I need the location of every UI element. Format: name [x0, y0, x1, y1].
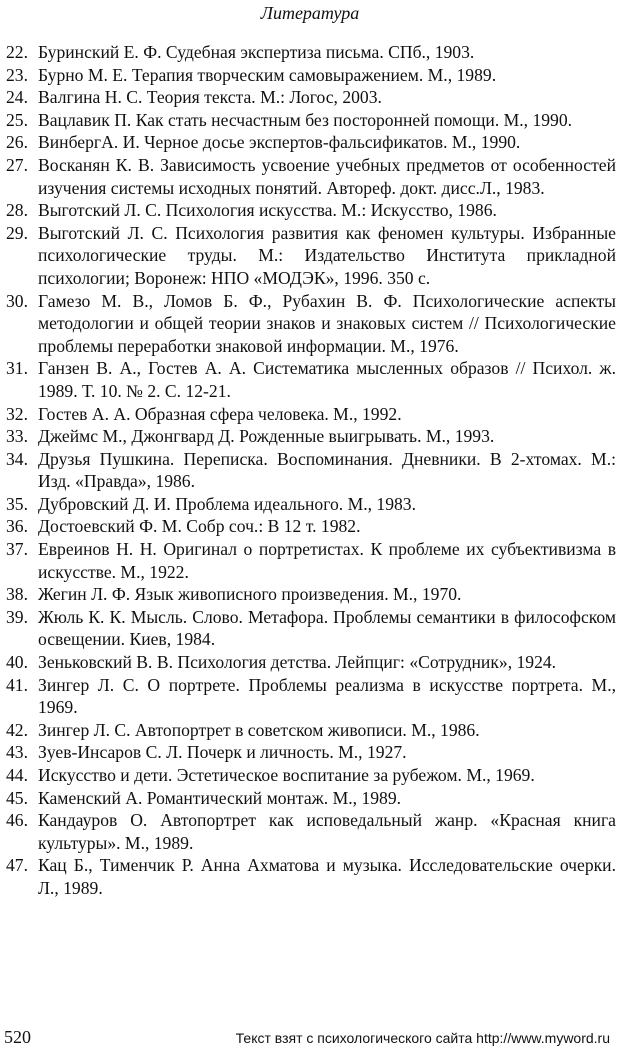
reference-number: 33.	[6, 426, 28, 447]
reference-number: 23.	[6, 64, 28, 85]
reference-number: 30.	[6, 290, 28, 311]
reference-item	[6, 515, 616, 538]
reference-text: Выготский Л. С. Психология развития как феномен культуры. Избранные психологические труды. М.: Издательство Института прикладной психологии; Воронеж: НПО «МОДЭК», 1996. 350 с.	[38, 222, 616, 288]
source-note: Текст взят с психологического сайта http://www.myword.ru	[235, 1030, 610, 1046]
reference-item	[6, 493, 616, 516]
reference-number: 37.	[6, 539, 28, 560]
reference-item	[6, 741, 616, 764]
reference-number: 25.	[6, 109, 28, 130]
reference-number: 28.	[6, 200, 28, 221]
reference-text: Кац Б., Тименчик Р. Анна Ахматова и музыка. Исследовательские очерки. Л., 1989.	[38, 855, 616, 898]
reference-text: Ганзен В. А., Гостев А. А. Систематика мысленных образов // Психол. ж. 1989. Т. 10. № 2. С. 12-21.	[38, 358, 616, 401]
reference-item	[6, 583, 616, 606]
reference-item	[6, 809, 616, 854]
reference-text: Бурно М. Е. Терапия творческим самовыражением. М., 1989.	[38, 64, 497, 85]
reference-item	[6, 448, 616, 493]
reference-list	[6, 41, 616, 900]
reference-item	[6, 425, 616, 448]
reference-number: 44.	[6, 765, 28, 785]
reference-text: Джеймс М., Джонгвард Д. Рожденные выигрывать. М., 1993.	[38, 426, 495, 447]
reference-item	[6, 719, 616, 742]
reference-item	[6, 131, 616, 154]
reference-number: 41.	[6, 674, 28, 695]
reference-text: Достоевский Ф. М. Собр соч.: В 12 т. 1982.	[38, 516, 361, 537]
reference-text: Зингер Л. С. О портрете. Проблемы реализма в искусстве портрета. М., 1969.	[38, 674, 616, 718]
reference-number: 43.	[6, 742, 28, 763]
reference-item	[6, 86, 616, 109]
reference-item	[6, 403, 616, 426]
reference-item	[6, 41, 616, 64]
reference-text: Выготский Л. С. Психология искусства. М.: Искусство, 1986.	[38, 200, 497, 221]
reference-item	[6, 787, 616, 810]
reference-text: Кандауров О. Автопортрет как исповедальный жанр. «Красная книга культуры». М., 1989.	[38, 810, 616, 853]
reference-text: Зуев-Инсаров С. Л. Почерк и личность. М., 1927.	[38, 742, 407, 763]
reference-text: Дубровский Д. И. Проблема идеального. М., 1983.	[38, 493, 416, 514]
reference-item	[6, 357, 616, 402]
reference-item	[6, 154, 616, 199]
reference-text: Вацлавик П. Как стать несчастным без посторонней помощи. М., 1990.	[38, 109, 573, 130]
reference-text: Зингер Л. С. Автопортрет в советском живописи. М., 1986.	[38, 719, 480, 740]
reference-number: 31.	[6, 358, 28, 379]
reference-text: Гамезо М. В., Ломов Б. Ф., Рубахин В. Ф. Психологические аспекты методологии и общей теории знаков и знаковых систем // Психологические проблемы переработки знаковой информации. М., 1976.	[38, 290, 616, 356]
reference-item	[6, 199, 616, 222]
reference-item	[6, 222, 616, 290]
reference-text: Зеньковский В. В. Психология детства. Лейпциг: «Сотрудник», 1924.	[38, 652, 557, 673]
reference-number: 38.	[6, 584, 28, 605]
reference-text: Валгина Н. С. Теория текста. М.: Логос, 2003.	[38, 87, 382, 108]
reference-text: Каменский А. Романтический монтаж. М., 1989.	[38, 787, 402, 808]
running-header: Литература	[260, 3, 360, 23]
reference-number: 26.	[6, 132, 28, 153]
reference-text: Искусство и дети. Эстетическое воспитание за рубежом. М., 1969.	[38, 765, 535, 785]
reference-item	[6, 606, 616, 651]
reference-number: 29.	[6, 222, 28, 243]
reference-number: 42.	[6, 719, 28, 740]
reference-item	[6, 538, 616, 583]
reference-text: Евреинов Н. Н. Оригинал о портретистах. К проблеме их субъективизма в искусстве. М., 1922.	[38, 539, 616, 582]
reference-number: 22.	[6, 42, 28, 62]
reference-item	[6, 674, 616, 719]
reference-number: 40.	[6, 652, 28, 673]
reference-item	[6, 109, 616, 132]
reference-number: 45.	[6, 787, 28, 808]
reference-text: Гостев А. А. Образная сфера человека. М., 1992.	[38, 403, 402, 424]
reference-number: 34.	[6, 448, 28, 469]
reference-number: 27.	[6, 154, 28, 175]
reference-text: Жегин Л. Ф. Язык живописного произведения. М., 1970.	[38, 584, 462, 605]
reference-text: Жюль К. К. Мысль. Слово. Метафора. Проблемы семантики в философском освещении. Киев, 1984.	[38, 606, 616, 650]
reference-number: 46.	[6, 810, 28, 831]
reference-item	[6, 290, 616, 358]
reference-item	[6, 64, 616, 87]
reference-number: 36.	[6, 516, 28, 537]
reference-item	[6, 854, 616, 899]
reference-item	[6, 651, 616, 674]
reference-text: Друзья Пушкина. Переписка. Воспоминания. Дневники. В 2-хтомах. М.: Изд. «Правда», 1986.	[38, 448, 616, 492]
reference-text: ВинбергА. И. Черное досье экспертов-фальсификатов. М., 1990.	[38, 132, 521, 153]
reference-text: Буринский Е. Ф. Судебная экспертиза письма. СПб., 1903.	[38, 42, 475, 62]
reference-number: 47.	[6, 855, 28, 876]
reference-number: 24.	[6, 87, 28, 108]
reference-number: 35.	[6, 493, 28, 514]
reference-number: 32.	[6, 403, 28, 424]
reference-number: 39.	[6, 606, 28, 627]
page-number: 520	[4, 1027, 31, 1047]
reference-text: Восканян К. В. Зависимость усвоение учебных предметов от особенностей изучения системы исходных понятий. Автореф. докт. дисс.Л., 1983.	[38, 154, 616, 198]
reference-item	[6, 764, 616, 787]
